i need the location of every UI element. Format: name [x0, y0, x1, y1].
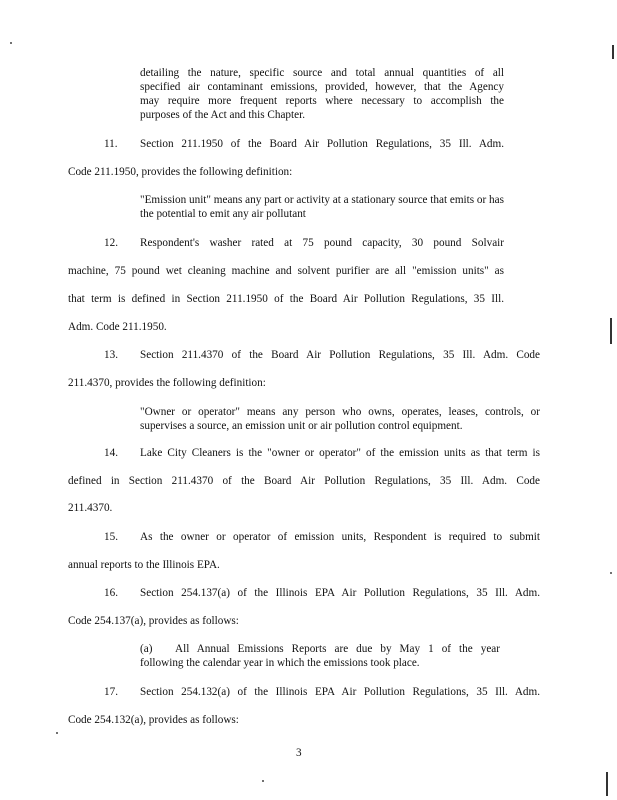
quote-line: "Emission unit" means any part or activity at a stationary source that emits or has	[140, 194, 504, 206]
paragraph-number: 16.	[104, 587, 118, 599]
paragraph-line: Section 211.4370 of the Board Air Pollution Regulations, 35 Ill. Adm. Code	[140, 349, 540, 361]
paragraph-number: 14.	[104, 447, 118, 459]
paragraph-line: Respondent's washer rated at 75 pound capacity, 30 pound Solvair	[140, 237, 504, 249]
paragraph-line: Section 254.137(a) of the Illinois EPA Air Pollution Regulations, 35 Ill. Adm.	[140, 587, 540, 599]
scan-mark	[606, 772, 608, 796]
paragraph-number: 12.	[104, 237, 118, 249]
scan-mark	[610, 318, 612, 344]
quote-line: "Owner or operator" means any person who owns, operates, leases, controls, or	[140, 406, 540, 418]
quote-line: All Annual Emissions Reports are due by May 1 of the year	[175, 643, 500, 655]
paragraph-line: Code 211.1950, provides the following definition:	[68, 166, 293, 178]
paragraph-line: Code 254.132(a), provides as follows:	[68, 714, 239, 726]
paragraph-line: annual reports to the Illinois EPA.	[68, 559, 220, 571]
page-number: 3	[296, 747, 302, 759]
scan-speck	[56, 732, 58, 734]
scan-speck	[10, 42, 12, 44]
paragraph-line: Section 211.1950 of the Board Air Pollution Regulations, 35 Ill. Adm.	[140, 138, 504, 150]
quote-line: the potential to emit any air pollutant	[140, 208, 306, 220]
quote-line: supervises a source, an emission unit or air pollution control equipment.	[140, 420, 463, 432]
paragraph-line: machine, 75 pound wet cleaning machine and solvent purifier are all "emission units" as	[68, 265, 504, 277]
paragraph-number: 17.	[104, 686, 118, 698]
quote-line: specified air contaminant emissions, provided, however, that the Agency	[140, 81, 504, 93]
paragraph-line: defined in Section 211.4370 of the Board Air Pollution Regulations, 35 Ill. Adm. Code	[68, 475, 540, 487]
paragraph-line: Section 254.132(a) of the Illinois EPA Air Pollution Regulations, 35 Ill. Adm.	[140, 686, 540, 698]
paragraph-number: 11.	[104, 138, 118, 150]
paragraph-line: Code 254.137(a), provides as follows:	[68, 615, 239, 627]
scan-speck	[262, 780, 264, 782]
scan-speck	[610, 572, 612, 574]
paragraph-line: that term is defined in Section 211.1950 of the Board Air Pollution Regulations, 35 Ill.	[68, 293, 504, 305]
paragraph-number: 13.	[104, 349, 118, 361]
paragraph-line: 211.4370, provides the following definition:	[68, 377, 266, 389]
paragraph-number: 15.	[104, 531, 118, 543]
paragraph-line: Adm. Code 211.1950.	[68, 321, 167, 333]
paragraph-line: As the owner or operator of emission units, Respondent is required to submit	[140, 531, 540, 543]
paragraph-line: 211.4370.	[68, 502, 113, 514]
quote-line: purposes of the Act and this Chapter.	[140, 109, 305, 121]
scan-mark	[612, 45, 614, 59]
quote-line: may require more frequent reports where necessary to accomplish the	[140, 95, 504, 107]
quote-label: (a)	[140, 643, 153, 655]
paragraph-line: Lake City Cleaners is the "owner or operator" of the emission units as that term is	[140, 447, 540, 459]
quote-line: detailing the nature, specific source and total annual quantities of all	[140, 67, 504, 79]
quote-line: following the calendar year in which the emissions took place.	[140, 657, 420, 669]
